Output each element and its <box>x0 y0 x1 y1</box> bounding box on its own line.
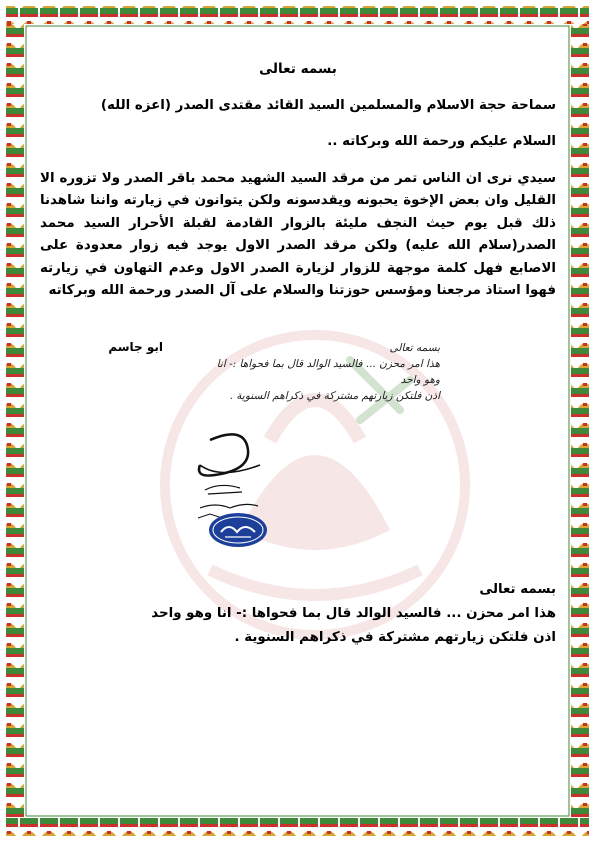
letter-line: فهوا استاذ مرجعنا ومؤسس حوزتنا والسلام على آل الصدر ورحمة الله وبركاته <box>48 283 556 298</box>
letter-line: ذلك قبل يوم حيث النجف مليئة بالزوار القادمة لقبلة الأحرار السيد محمد <box>40 215 556 231</box>
letter-line: سيدي نرى ان الناس تمر من مرقد السيد الشهيد محمد باقر الصدر ولا تزوره الا <box>40 170 556 186</box>
handwritten-line: بسمه تعالى <box>389 342 440 354</box>
letter-sender: ابو جاسم <box>108 340 163 354</box>
letter-address: سماحة حجة الاسلام والمسلمين السيد القائد مقتدى الصدر (اعزه الله) <box>100 97 556 113</box>
letter-bismillah: بسمه تعالى <box>259 61 337 77</box>
handwritten-reply <box>200 340 440 404</box>
letter-greeting: السلام عليكم ورحمة الله وبركاته .. <box>327 134 556 149</box>
letter-line: الصدر(سلام الله عليه) ولكن مرقد الصدر الاول يوجد فيه زوار معدودة على <box>40 238 556 253</box>
letter-line: القليل وان بعض الإخوة يحبونه ويقدسونه ولكن يتوانون في زيارته واننا شاهدنا <box>40 193 556 208</box>
letter-line: الاصابع فهل كلمة موجهة للزوار لزيارة الصدر الاول وعدم التهاون في زيارته <box>40 260 556 276</box>
official-seal <box>207 510 269 550</box>
transcription-line: اذن فلتكن زيارتهم مشتركة في ذكراهم السنوية . <box>234 630 556 645</box>
transcription-line: بسمه تعالى <box>479 582 556 597</box>
reply-transcription <box>40 578 556 650</box>
handwritten-line: اذن فلتكن زيارتهم مشتركة في ذكراهم السنوية . <box>229 390 440 402</box>
transcription-line: هذا امر محزن ... فالسيد الوالد قال بما فحواها :- انا وهو واحد <box>151 606 556 621</box>
letter-body <box>40 58 556 303</box>
handwritten-line: هذا امر محزن ... فالسيد الوالد قال بما فحواها :- انا وهو واحد <box>216 358 440 386</box>
